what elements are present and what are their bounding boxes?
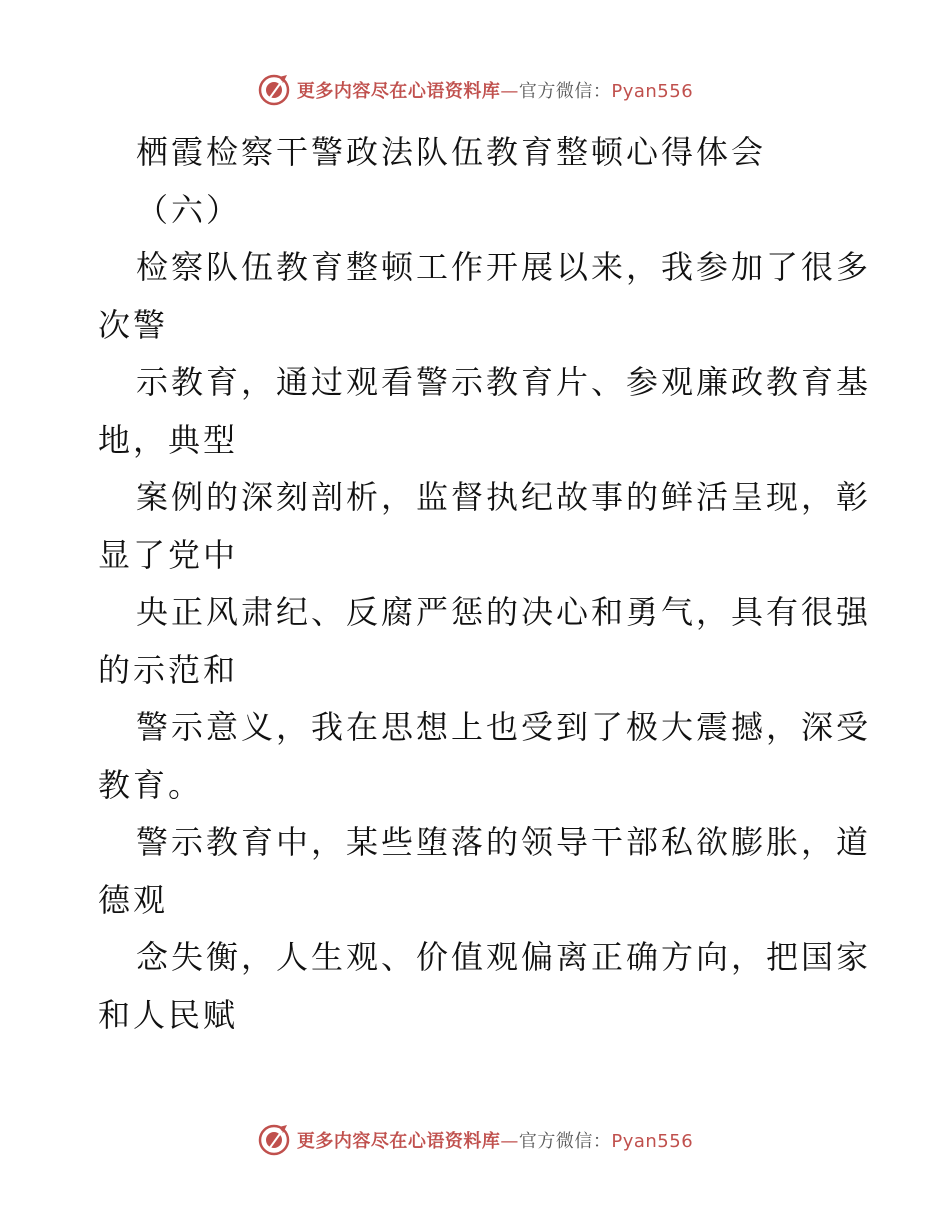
document-body bbox=[98, 124, 872, 1044]
text-line: 显了党中 bbox=[98, 535, 239, 574]
watermark-text bbox=[297, 1127, 693, 1153]
watermark-label: 官方微信： bbox=[518, 1131, 612, 1152]
doc-subtitle: （六） bbox=[136, 190, 242, 229]
text-line: 和人民赋 bbox=[98, 995, 239, 1034]
text-line: 次警 bbox=[98, 305, 169, 344]
watermark-text bbox=[297, 77, 693, 103]
text-line: 警示意义，我在思想上也受到了极大震撼，深受 bbox=[136, 708, 872, 746]
text-line: 教育。 bbox=[98, 765, 204, 804]
text-line: 案例的深刻剖析，监督执纪故事的鲜活呈现，彰 bbox=[136, 478, 872, 516]
watermark-separator: — bbox=[500, 1131, 519, 1152]
text-line: 念失衡，人生观、价值观偏离正确方向，把国家 bbox=[136, 938, 872, 976]
watermark-wechat-id: Pyan556 bbox=[611, 81, 694, 102]
text-line: 示教育，通过观看警示教育片、参观廉政教育基 bbox=[136, 363, 872, 401]
footer-watermark bbox=[0, 1120, 950, 1160]
quill-pen-logo-icon bbox=[257, 1123, 291, 1157]
watermark-brand: 更多内容尽在心语资料库 bbox=[296, 81, 501, 102]
text-line: 警示教育中，某些堕落的领导干部私欲膨胀，道 bbox=[136, 823, 872, 861]
watermark-label: 官方微信： bbox=[518, 81, 612, 102]
header-watermark bbox=[0, 70, 950, 110]
text-line: 德观 bbox=[98, 880, 169, 919]
text-line: 央正风肃纪、反腐严惩的决心和勇气，具有很强 bbox=[136, 593, 872, 631]
text-line: 地，典型 bbox=[98, 420, 239, 459]
watermark-wechat-id: Pyan556 bbox=[611, 1131, 694, 1152]
watermark-separator: — bbox=[500, 81, 519, 102]
watermark-brand: 更多内容尽在心语资料库 bbox=[296, 1131, 501, 1152]
quill-pen-logo-icon bbox=[257, 73, 291, 107]
doc-title: 栖霞检察干警政法队伍教育整顿心得体会 bbox=[136, 133, 767, 171]
text-line: 的示范和 bbox=[98, 650, 239, 689]
text-line: 检察队伍教育整顿工作开展以来，我参加了很多 bbox=[136, 248, 872, 286]
